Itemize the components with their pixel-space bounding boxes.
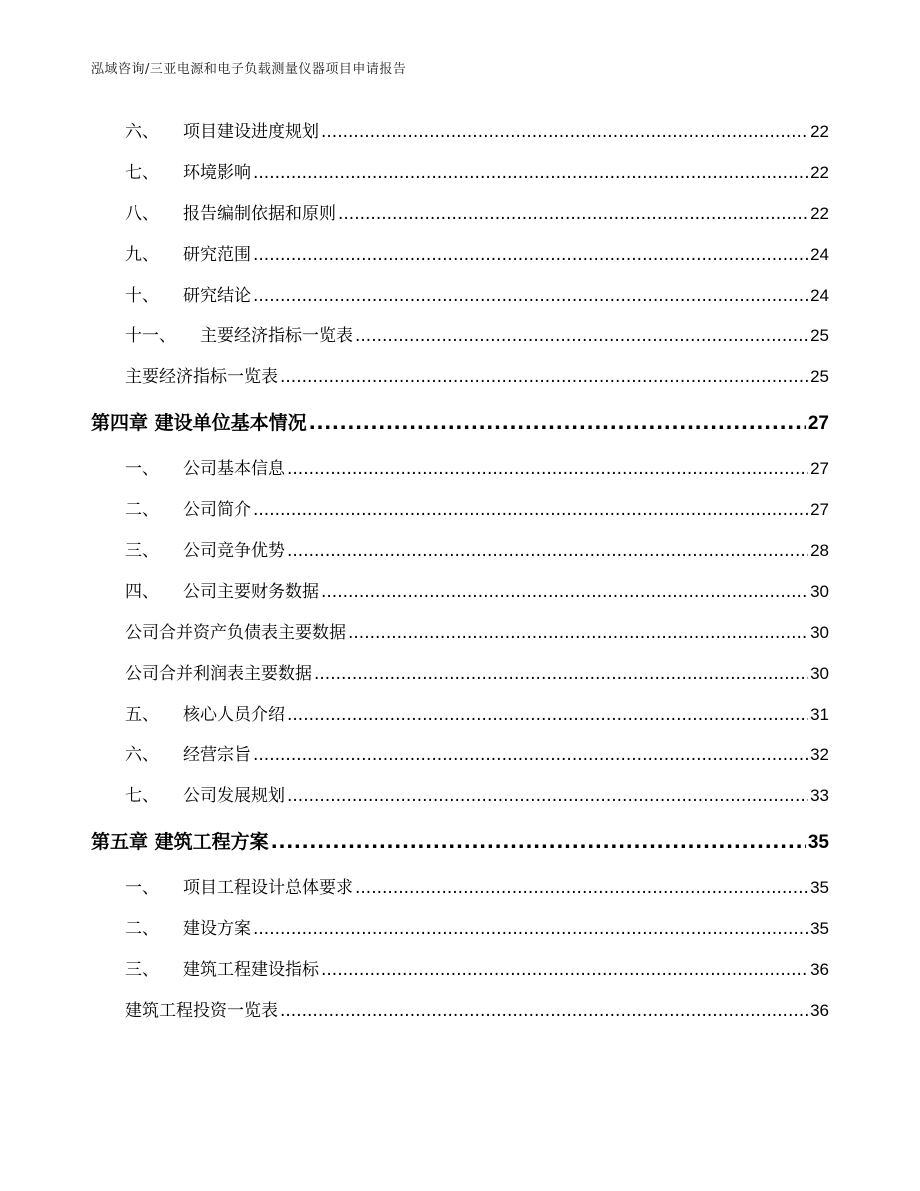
toc-page-number: 24 <box>810 285 829 305</box>
dot-leader <box>253 153 808 194</box>
toc-entry-number: 六、 <box>125 745 159 766</box>
toc-entry-title: 研究结论 <box>183 285 251 306</box>
toc-chapter-title: 建筑工程方案 <box>154 831 269 854</box>
toc-entry-label <box>91 276 251 317</box>
dot-leader <box>355 316 808 357</box>
dot-leader <box>309 398 806 449</box>
toc-page-number: 25 <box>810 367 829 387</box>
toc-entry-label <box>91 572 319 613</box>
toc-entry[interactable] <box>91 735 829 776</box>
toc-chapter-label <box>91 398 307 449</box>
toc-entry[interactable] <box>91 909 829 950</box>
toc-entry-label <box>91 531 285 572</box>
toc-entry-number: 五、 <box>125 704 159 725</box>
toc-entry-label <box>91 613 346 654</box>
toc-entry[interactable] <box>91 276 829 317</box>
dot-leader <box>253 276 808 317</box>
table-of-contents <box>91 112 829 1032</box>
dot-leader <box>280 357 808 398</box>
toc-entry-title: 公司竞争优势 <box>183 541 285 562</box>
toc-entry-number: 六、 <box>125 122 159 142</box>
dot-leader <box>271 817 806 868</box>
toc-page-number: 28 <box>810 541 829 561</box>
toc-entry-number: 一、 <box>125 459 159 480</box>
toc-entry-label <box>91 735 251 776</box>
toc-entry-title: 环境影响 <box>183 162 251 183</box>
toc-page-number: 32 <box>810 745 829 765</box>
toc-chapter-label <box>91 817 269 868</box>
toc-page-number: 36 <box>810 1000 829 1020</box>
dot-leader <box>287 695 808 736</box>
toc-entry-label <box>91 950 319 991</box>
toc-entry-title: 建设方案 <box>183 919 251 940</box>
dot-leader <box>287 449 808 490</box>
toc-entry-label <box>91 991 278 1032</box>
toc-entry-number: 三、 <box>125 541 159 562</box>
toc-entry[interactable] <box>91 235 829 276</box>
toc-page-number: 35 <box>810 878 829 898</box>
toc-entry-number: 八、 <box>125 203 159 224</box>
toc-entry[interactable] <box>91 490 829 531</box>
dot-leader <box>321 112 808 153</box>
toc-entry-label <box>91 868 353 909</box>
toc-page-number: 25 <box>810 326 829 346</box>
toc-entry-label <box>91 153 251 194</box>
toc-entry[interactable] <box>91 153 829 194</box>
toc-entry-number: 一、 <box>125 878 159 899</box>
dot-leader <box>321 572 808 613</box>
dot-leader <box>280 991 808 1032</box>
toc-page-number: 35 <box>807 832 829 854</box>
toc-entry-title: 公司简介 <box>183 500 251 521</box>
toc-entry-number: 二、 <box>125 919 159 940</box>
toc-entry-title: 公司合并资产负债表主要数据 <box>125 622 346 643</box>
page-header: 泓域咨询/三亚电源和电子负载测量仪器项目申请报告 <box>91 62 407 77</box>
header-divider <box>91 84 829 85</box>
toc-page-number: 33 <box>810 786 829 806</box>
toc-entry[interactable] <box>91 695 829 736</box>
toc-entry-title: 研究范围 <box>183 244 251 265</box>
toc-chapter-title: 建设单位基本情况 <box>154 412 307 435</box>
toc-page-number: 30 <box>810 581 829 601</box>
toc-entry-title: 项目建设进度规划 <box>183 122 319 142</box>
toc-entry[interactable] <box>91 868 829 909</box>
toc-entry[interactable] <box>91 950 829 991</box>
toc-entry-number: 十一、 <box>125 326 176 347</box>
toc-page-number: 24 <box>810 244 829 264</box>
dot-leader <box>253 735 808 776</box>
toc-entry-number: 七、 <box>125 162 159 183</box>
toc-entry-title: 核心人员介绍 <box>183 704 285 725</box>
toc-entry-title: 主要经济指标一览表 <box>200 326 353 347</box>
dot-leader <box>321 950 808 991</box>
toc-entry-title: 经营宗旨 <box>183 745 251 766</box>
dot-leader <box>253 235 808 276</box>
toc-entry[interactable] <box>91 776 829 817</box>
toc-entry[interactable] <box>91 316 829 357</box>
toc-entry-title: 公司主要财务数据 <box>183 581 319 602</box>
toc-entry-number: 七、 <box>125 786 159 807</box>
toc-entry-number: 九、 <box>125 244 159 265</box>
toc-page-number: 36 <box>810 960 829 980</box>
toc-entry[interactable] <box>91 572 829 613</box>
dot-leader <box>287 531 808 572</box>
toc-entry-label <box>91 776 285 817</box>
dot-leader <box>253 490 808 531</box>
toc-page-number: 22 <box>810 122 829 141</box>
toc-entry-label <box>91 235 251 276</box>
toc-page-number: 35 <box>810 919 829 939</box>
toc-entry-title: 报告编制依据和原则 <box>183 203 336 224</box>
toc-entry-label <box>91 654 312 695</box>
toc-page-number: 30 <box>810 663 829 683</box>
toc-entry-label <box>91 449 285 490</box>
toc-page-number: 22 <box>810 162 829 182</box>
toc-chapter-number: 第四章 <box>91 412 149 435</box>
toc-entry[interactable] <box>91 613 829 654</box>
toc-entry-number: 十、 <box>125 285 159 306</box>
toc-entry-title: 主要经济指标一览表 <box>125 367 278 388</box>
toc-entry-title: 项目工程设计总体要求 <box>183 878 353 899</box>
toc-entry[interactable] <box>91 112 829 153</box>
toc-chapter[interactable] <box>91 817 829 868</box>
dot-leader <box>287 776 808 817</box>
toc-entry-title: 公司发展规划 <box>183 786 285 807</box>
toc-entry-label <box>91 357 278 398</box>
dot-leader <box>338 194 808 235</box>
toc-entry-title: 建筑工程投资一览表 <box>125 1000 278 1021</box>
toc-entry[interactable] <box>91 531 829 572</box>
toc-entry-label <box>91 194 336 235</box>
toc-entry[interactable] <box>91 194 829 235</box>
toc-entry-label <box>91 112 319 153</box>
toc-entry-title: 公司基本信息 <box>183 459 285 480</box>
toc-page-number: 31 <box>810 704 829 724</box>
toc-entry-label <box>91 909 251 950</box>
toc-entry[interactable] <box>91 991 829 1032</box>
toc-entry[interactable] <box>91 357 829 398</box>
dot-leader <box>253 909 808 950</box>
dot-leader <box>314 654 808 695</box>
toc-entry-number: 三、 <box>125 960 159 981</box>
toc-entry[interactable] <box>91 449 829 490</box>
toc-chapter-number: 第五章 <box>91 831 149 854</box>
toc-entry-label <box>91 695 285 736</box>
toc-page-number: 27 <box>810 459 829 479</box>
toc-entry-number: 四、 <box>125 581 159 602</box>
toc-entry-number: 二、 <box>125 500 159 521</box>
dot-leader <box>348 613 808 654</box>
toc-chapter[interactable] <box>91 398 829 449</box>
toc-page-number: 22 <box>810 203 829 223</box>
toc-page-number: 27 <box>810 500 829 520</box>
toc-page-number: 30 <box>810 622 829 642</box>
toc-entry-label <box>91 316 353 357</box>
toc-entry-title: 建筑工程建设指标 <box>183 960 319 981</box>
dot-leader <box>355 868 808 909</box>
toc-entry-title: 公司合并利润表主要数据 <box>125 663 312 684</box>
toc-entry[interactable] <box>91 654 829 695</box>
toc-entry-label <box>91 490 251 531</box>
toc-page-number: 27 <box>807 413 829 435</box>
